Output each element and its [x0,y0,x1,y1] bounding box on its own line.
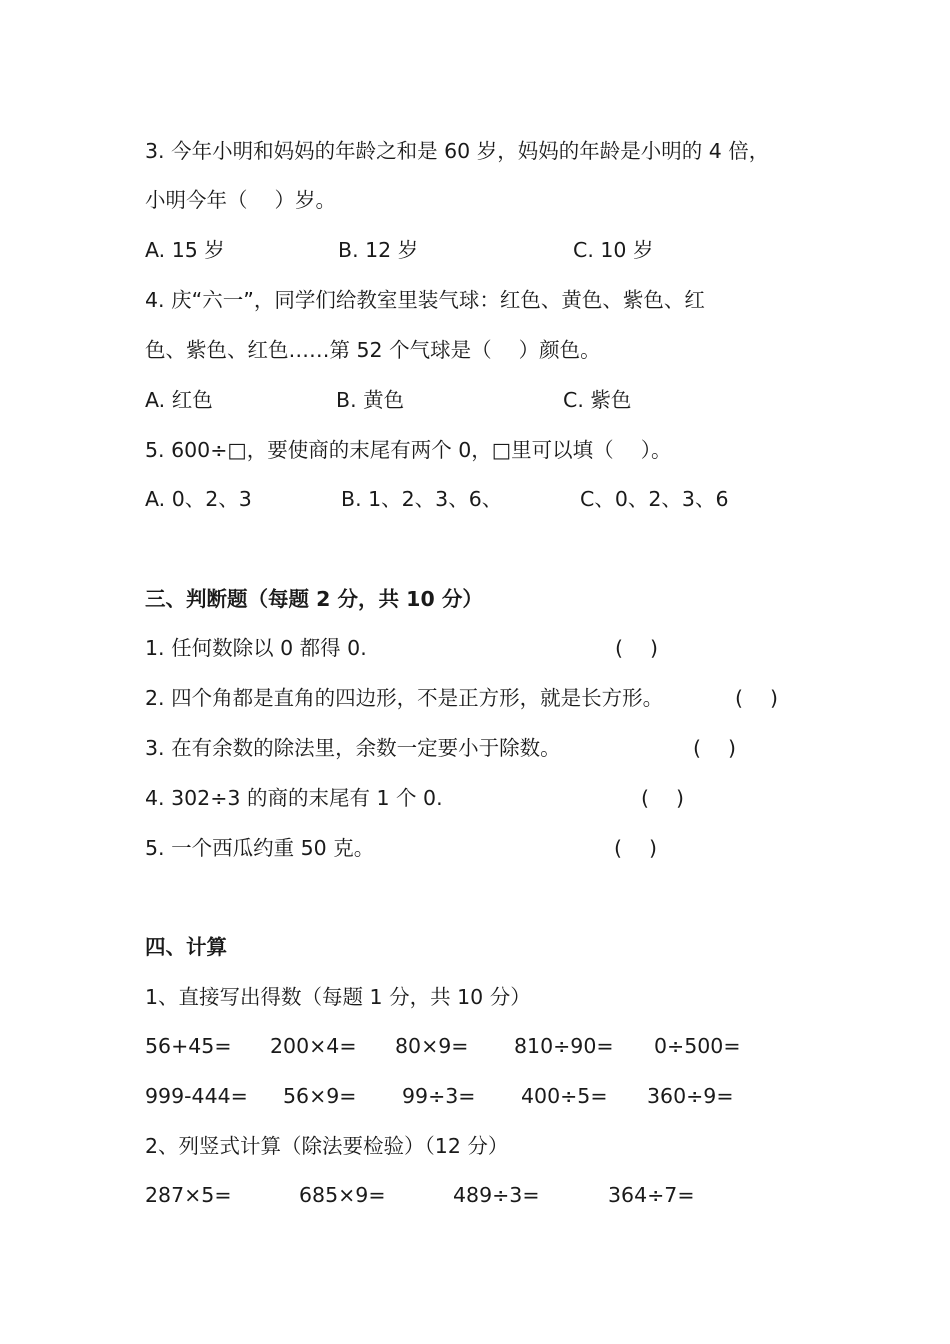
tf-item-1: 1. 任何数除以 0 都得 0. [145,636,367,660]
q5-option-a: A. 0、2、3 [145,487,252,511]
q4-option-a: A. 红色 [145,388,213,412]
q3-option-a: A. 15 岁 [145,238,225,262]
calc-part1-title: 1、直接写出得数（每题 1 分，共 10 分） [145,985,531,1009]
q4-text-line2: 色、紫色、红色……第 52 个气球是（ ）颜色。 [145,338,601,362]
q3-option-c: C. 10 岁 [573,238,654,262]
calc-row1-item-5: 0÷500= [654,1034,741,1058]
tf-item-5: 5. 一个西瓜约重 50 克。 [145,836,375,860]
vertical-calc-item-1: 287×5= [145,1183,232,1207]
tf-item-4-answer-paren: ( ) [641,786,685,810]
calc-part2-title: 2、列竖式计算（除法要检验）（12 分） [145,1134,509,1158]
calc-row2-item-1: 999-444= [145,1084,248,1108]
tf-item-1-answer-paren: ( ) [615,636,659,660]
calc-row2-item-4: 400÷5= [521,1084,608,1108]
tf-item-5-answer-paren: ( ) [614,836,658,860]
calc-row1-item-3: 80×9= [395,1034,469,1058]
q3-option-b: B. 12 岁 [338,238,419,262]
vertical-calc-item-3: 489÷3= [453,1183,540,1207]
q3-text-line2: 小明今年（ ）岁。 [145,188,337,212]
tf-item-3-answer-paren: ( ) [693,736,737,760]
q4-option-c: C. 紫色 [563,388,632,412]
q4-text-line1: 4. 庆“六一”，同学们给教室里装气球：红色、黄色、紫色、红 [145,288,705,312]
tf-item-2: 2. 四个角都是直角的四边形，不是正方形，就是长方形。 [145,686,664,710]
calc-row1-item-4: 810÷90= [514,1034,614,1058]
tf-item-2-answer-paren: ( ) [735,686,779,710]
tf-item-3: 3. 在有余数的除法里，余数一定要小于除数。 [145,736,561,760]
q5-option-b: B. 1、2、3、6、 [341,487,503,511]
calc-row1-item-1: 56+45= [145,1034,232,1058]
q5-option-c: C、0、2、3、6 [580,487,729,511]
q4-option-b: B. 黄色 [336,388,405,412]
section-4-heading: 四、计算 [145,935,227,959]
vertical-calc-item-4: 364÷7= [608,1183,695,1207]
section-3-heading: 三、判断题（每题 2 分，共 10 分） [145,587,483,611]
tf-item-4: 4. 302÷3 的商的末尾有 1 个 0. [145,786,443,810]
calc-row1-item-2: 200×4= [270,1034,357,1058]
calc-row2-item-5: 360÷9= [647,1084,734,1108]
vertical-calc-item-2: 685×9= [299,1183,386,1207]
q5-text-line1: 5. 600÷□，要使商的末尾有两个 0，□里可以填（ ）。 [145,438,672,462]
calc-row2-item-2: 56×9= [283,1084,357,1108]
q3-text-line1: 3. 今年小明和妈妈的年龄之和是 60 岁，妈妈的年龄是小明的 4 倍， [145,139,770,163]
calc-row2-item-3: 99÷3= [402,1084,476,1108]
